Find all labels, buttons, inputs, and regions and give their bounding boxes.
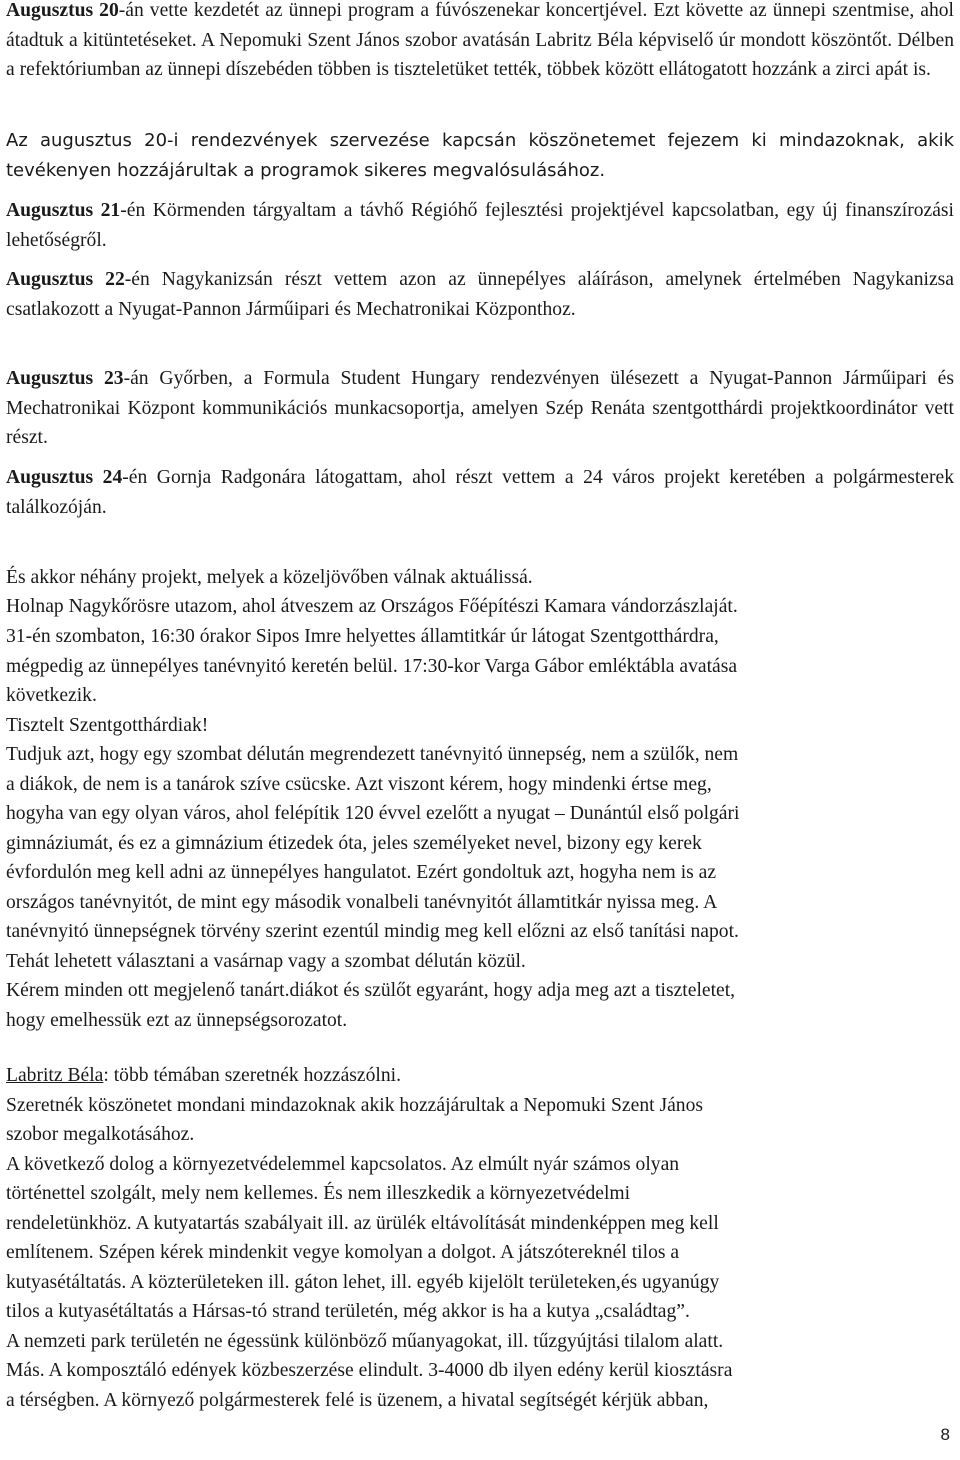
text-line: említenem. Szépen kérek mindenkit vegye komolyan a dolgot. A játszótereknél tilos a (6, 1242, 680, 1263)
date-heading: Augusztus 20 (6, 0, 119, 21)
text-line: 31-én szombaton, 16:30 órakor Sipos Imre helyettes államtitkár úr látogat Szentgotthárdra, (6, 626, 719, 647)
paragraph-text: -én Körmenden tárgyaltam a távhő Régióhő fejlesztési projektjével kapcsolatban, egy új finanszírozási lehetőségről. (6, 200, 954, 251)
date-heading: Augusztus 24 (6, 467, 123, 488)
paragraph-thanks (6, 126, 954, 185)
paragraph-text: -én Gornja Radgonára látogattam, ahol részt vettem a 24 város projekt keretében a polgármesterek találkozóján. (6, 467, 955, 518)
date-heading: Augusztus 22 (6, 269, 125, 290)
paragraph-aug-20 (6, 0, 954, 85)
text-line: Más. A komposztáló edények közbeszerzése elindult. 3-4000 db ilyen edény kerül kiosztásra (6, 1360, 733, 1381)
text-line: történettel szolgált, mely nem kellemes. És nem illeszkedik a környezetvédelmi (6, 1183, 631, 1204)
paragraph-text: -án Győrben, a Formula Student Hungary rendezvényen ülésezett a Nyugat-Pannon Járműipari és Mechatronikai Központ kommunikációs munkacsoportja, amelyen Szép Renáta szentgotthárdi projektkoordinátor vett részt. (6, 368, 954, 449)
text-line: a diákok, de nem is a tanárok szíve csücske. Azt viszont kérem, hogy mindenki értse meg, (6, 774, 712, 795)
text-line: Tudjuk azt, hogy egy szombat délután megrendezett tanévnyitó ünnepség, nem a szülők, nem (6, 744, 739, 765)
text-line: országos tanévnyitót, de mint egy második vonalbeli tanévnyitót államtitkár nyissa meg. A (6, 892, 718, 913)
date-heading: Augusztus 21 (6, 200, 121, 221)
text-line: gimnáziumát, és ez a gimnázium étizedek óta, jeles személyeket nevel, bizony egy kerek (6, 833, 702, 854)
text-line: Tisztelt Szentgotthárdiak! (6, 715, 209, 736)
paragraph-text: -án vette kezdetét az ünnepi program a fúvószenekar koncertjével. Ezt követte az ünnepi szentmise, ahol átadtuk a kitüntetéseket. A Nepomuki Szent János szobor avatásán Labritz Béla képviselő úr mondott köszöntőt. Délben a refektóriumban az ünnepi díszebéden többen is tiszteletüket tették, többek között ellátogatott hozzánk a zirci apát is. (6, 0, 955, 81)
text-line: rendeletünkhöz. A kutyatartás szabályait ill. az ürülék eltávolítását mindenképpen meg kell (6, 1213, 719, 1234)
paragraph-aug-23 (6, 364, 954, 453)
text-line: A következő dolog a környezetvédelemmel kapcsolatos. Az elmúlt nyár számos olyan (6, 1154, 680, 1175)
date-heading: Augusztus 23 (6, 368, 124, 389)
text-line: Tehát lehetett választani a vasárnap vagy a szombat délután közül. (6, 951, 526, 972)
paragraph-text: -én Nagykanizsán részt vettem azon az ünnepélyes aláíráson, amelynek értelmében Nagykanizsa csatlakozott a Nyugat-Pannon Járműipari és Mechatronikai Központhoz. (6, 269, 954, 320)
page-number: 8 (940, 1425, 950, 1444)
speaker-line (6, 1061, 954, 1091)
text-line: A nemzeti park területén ne égessünk különböző műanyagokat, ill. tűzgyújtási tilalom alatt. (6, 1331, 724, 1352)
speaker-name: Labritz Béla (6, 1065, 104, 1086)
text-line: hogy emelhessük ezt az ünnepségsorozatot. (6, 1010, 348, 1031)
text-line: következik. (6, 685, 97, 706)
text-line: évfordulón meg kell adni az ünnepélyes hangulatot. Ezért gondoltuk azt, hogyha nem is az (6, 862, 717, 883)
text-line: hogyha van egy olyan város, ahol felépítik 120 évvel ezelőtt a nyugat – Dunántúl első polgári (6, 803, 740, 824)
paragraph-text: Az augusztus 20-i rendezvények szervezése kapcsán köszönetemet fejezem ki mindazoknak, akik tevékenyen hozzájárultak a programok sikeres megvalósulásához. (6, 130, 954, 181)
text-line: Kérem minden ott megjelenő tanárt.diákot és szülőt egyaránt, hogy adja meg azt a tiszteletet, (6, 980, 736, 1001)
text-line: Szeretnék köszönetet mondani mindazoknak akik hozzájárultak a Nepomuki Szent János (6, 1095, 703, 1116)
text-line: szobor megalkotásához. (6, 1124, 195, 1145)
text-line: Holnap Nagykőrösre utazom, ahol átveszem az Országos Főépítészi Kamara vándorzászlaját. (6, 596, 738, 617)
text-line: tilos a kutyasétáltatás a Hársas-tó strand területén, még akkor is ha a kutya „családtag”. (6, 1301, 690, 1322)
text-line: tanévnyitó ünnepségnek törvény szerint ezentúl mindig meg kell előzni az első tanítási napot. (6, 921, 739, 942)
paragraph-aug-24 (6, 463, 954, 522)
text-line: a térségben. A környező polgármesterek felé is üzenem, a hivatal segítségét kérjük abban, (6, 1390, 709, 1411)
paragraph-aug-22 (6, 265, 954, 324)
paragraph-aug-21 (6, 196, 954, 255)
speaker-intro: : több témában szeretnék hozzászólni. (103, 1065, 401, 1086)
text-line: mégpedig az ünnepélyes tanévnyitó keretén belül. 17:30-kor Varga Gábor emléktábla avatása (6, 656, 738, 677)
text-line: kutyasétáltatás. A közterületeken ill. gáton lehet, ill. egyéb kijelölt területeken,és ugyanúgy (6, 1272, 720, 1293)
text-line: És akkor néhány projekt, melyek a közeljövőben válnak aktuálissá. (6, 567, 533, 588)
